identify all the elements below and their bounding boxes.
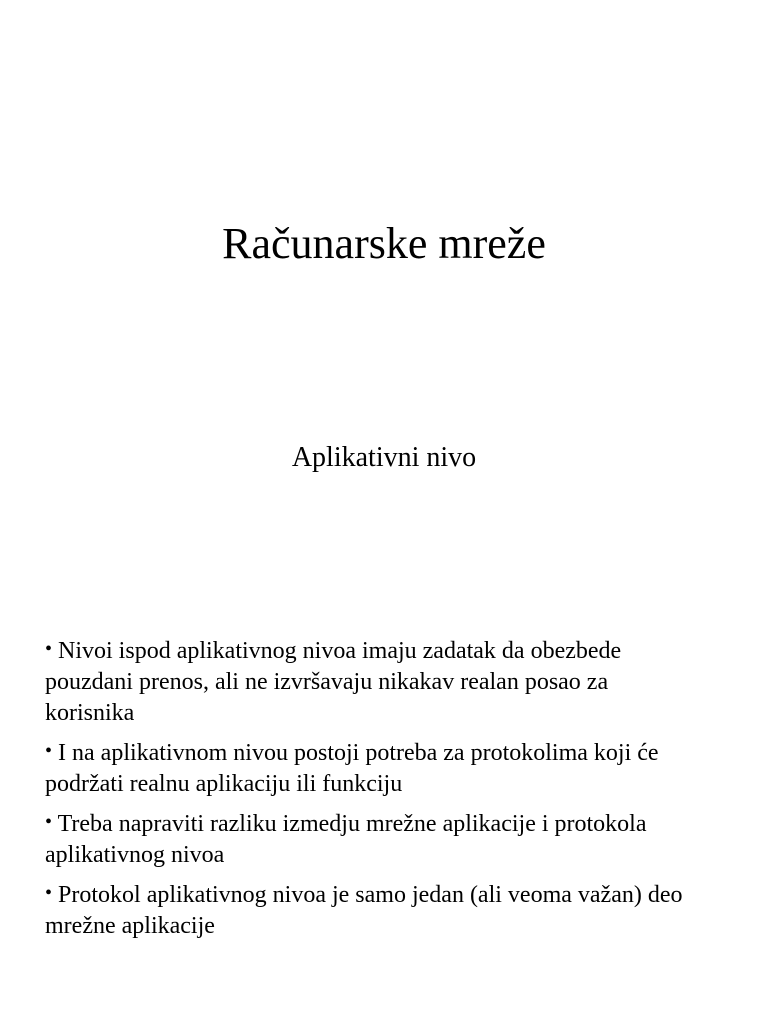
page-title: Računarske mreže — [222, 219, 546, 268]
bullet-icon: • — [45, 811, 53, 833]
list-item-text: Protokol aplikativnog nivoa je samo jedan (ali veoma važan) deo mrežne aplikacije — [45, 882, 683, 939]
bullet-list — [45, 636, 685, 951]
list-item — [45, 880, 685, 942]
bullet-icon: • — [45, 740, 53, 762]
list-item — [45, 738, 685, 800]
bullet-icon: • — [45, 882, 53, 904]
list-item — [45, 636, 685, 729]
bullet-icon: • — [45, 638, 53, 660]
page-subtitle: Aplikativni nivo — [291, 442, 477, 473]
list-item-text: Treba napraviti razliku izmedju mrežne aplikacije i protokola aplikativnog nivoa — [45, 811, 647, 868]
list-item-text: Nivoi ispod aplikativnog nivoa imaju zadatak da obezbede pouzdani prenos, ali ne izvršavaju nikakav realan posao za korisnika — [45, 638, 622, 726]
list-item — [45, 809, 685, 871]
list-item-text: I na aplikativnom nivou postoji potreba za protokolima koji će podržati realnu aplikaciju ili funkciju — [45, 740, 659, 797]
